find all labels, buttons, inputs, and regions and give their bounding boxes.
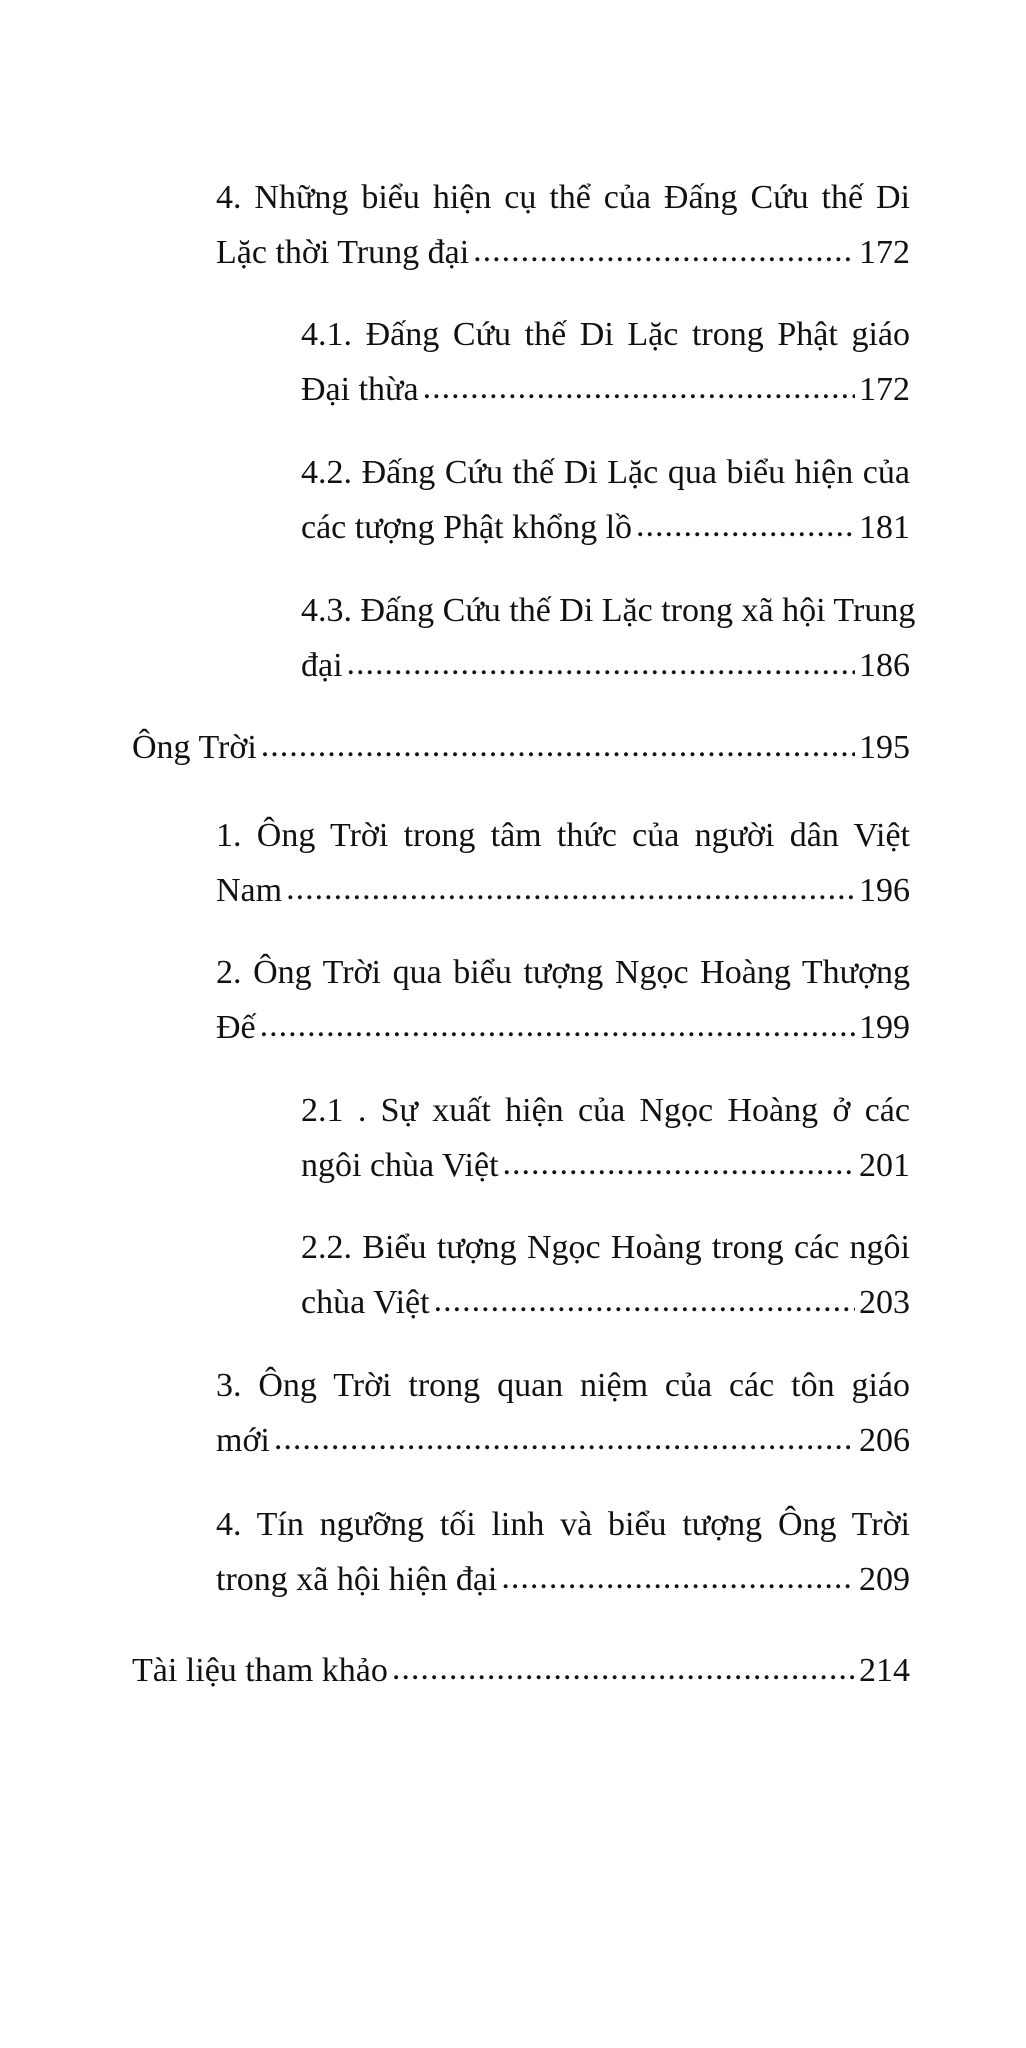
- toc-entry[interactable]: [216, 808, 910, 918]
- toc-entry-title-line1: 2.1 . Sự xuất hiện của Ngọc Hoàng ở các: [301, 1092, 910, 1129]
- toc-page-number: 199: [859, 1009, 910, 1046]
- toc-entry-title-line2: Lặc thời Trung đại: [216, 234, 470, 271]
- toc-page-number: 172: [859, 234, 910, 271]
- toc-entry-title-line2: Nam: [216, 872, 283, 909]
- toc-entry[interactable]: [301, 583, 916, 693]
- toc-entry-chapter[interactable]: [132, 720, 910, 775]
- dot-leader: [636, 498, 855, 553]
- dot-leader: [434, 1273, 855, 1328]
- toc-entry[interactable]: [216, 1358, 910, 1468]
- toc-entry-title-line1: 3. Ông Trời trong quan niệm của các tôn giáo: [216, 1367, 910, 1404]
- toc-page-number: 209: [859, 1561, 910, 1598]
- toc-page-number: 201: [859, 1147, 910, 1184]
- toc-entry-title-line2: chùa Việt: [301, 1284, 430, 1321]
- toc-page-number: 196: [859, 872, 910, 909]
- toc-entry[interactable]: [216, 1497, 910, 1607]
- toc-entry-title-line1: 4.1. Đấng Cứu thế Di Lặc trong Phật giáo: [301, 316, 910, 353]
- toc-entry-title-line2: đại: [301, 647, 343, 684]
- toc-entry-title-line1: 4. Những biểu hiện cụ thể của Đấng Cứu thế Di: [216, 179, 910, 216]
- toc-page-number: 206: [859, 1422, 910, 1459]
- dot-leader: [286, 861, 855, 916]
- toc-entry-title-line2: trong xã hội hiện đại: [216, 1561, 498, 1598]
- dot-leader: [503, 1136, 855, 1191]
- toc-entry-title-line1: 4.3. Đấng Cứu thế Di Lặc trong xã hội Trung: [301, 592, 916, 629]
- toc-entry-title-line2: mới: [216, 1422, 270, 1459]
- dot-leader: [423, 360, 855, 415]
- toc-entry-title-line2: ngôi chùa Việt: [301, 1147, 499, 1184]
- toc-entry-title-line2: các tượng Phật khổng lồ: [301, 509, 633, 546]
- toc-entry[interactable]: [301, 1083, 910, 1193]
- toc-page-number: 203: [859, 1284, 910, 1321]
- toc-entry-title-line2: Đại thừa: [301, 371, 419, 408]
- toc-entry[interactable]: [301, 445, 910, 555]
- toc-page-number: 195: [859, 729, 910, 766]
- dot-leader: [274, 1411, 855, 1466]
- toc-chapter-title: Tài liệu tham khảo: [132, 1652, 388, 1689]
- toc-entry-title-line1: 2.2. Biểu tượng Ngọc Hoàng trong các ngôi: [301, 1229, 910, 1266]
- dot-leader: [392, 1641, 855, 1696]
- toc-entry-title-line1: 4.2. Đấng Cứu thế Di Lặc qua biểu hiện của: [301, 454, 910, 491]
- toc-page-number: 186: [859, 647, 910, 684]
- toc-entry-title-line1: 2. Ông Trời qua biểu tượng Ngọc Hoàng Thượng: [216, 954, 910, 991]
- dot-leader: [261, 718, 855, 773]
- dot-leader: [473, 223, 855, 278]
- dot-leader: [260, 998, 855, 1053]
- toc-entry[interactable]: [301, 1220, 910, 1330]
- toc-entry[interactable]: [301, 307, 910, 417]
- toc-entry-title-line1: 4. Tín ngưỡng tối linh và biểu tượng Ông Trời: [216, 1506, 910, 1543]
- toc-page-number: 172: [859, 371, 910, 408]
- dot-leader: [501, 1550, 855, 1605]
- dot-leader: [347, 636, 855, 691]
- toc-chapter-title: Ông Trời: [132, 729, 257, 766]
- toc-page-number: 214: [859, 1652, 910, 1689]
- toc-entry-title-line2: Đế: [216, 1009, 256, 1046]
- toc-entry[interactable]: [216, 945, 910, 1055]
- toc-entry-references[interactable]: [132, 1643, 910, 1698]
- toc-entry[interactable]: [216, 170, 910, 280]
- toc-page-number: 181: [859, 509, 910, 546]
- toc-entry-title-line1: 1. Ông Trời trong tâm thức của người dân Việt: [216, 817, 910, 854]
